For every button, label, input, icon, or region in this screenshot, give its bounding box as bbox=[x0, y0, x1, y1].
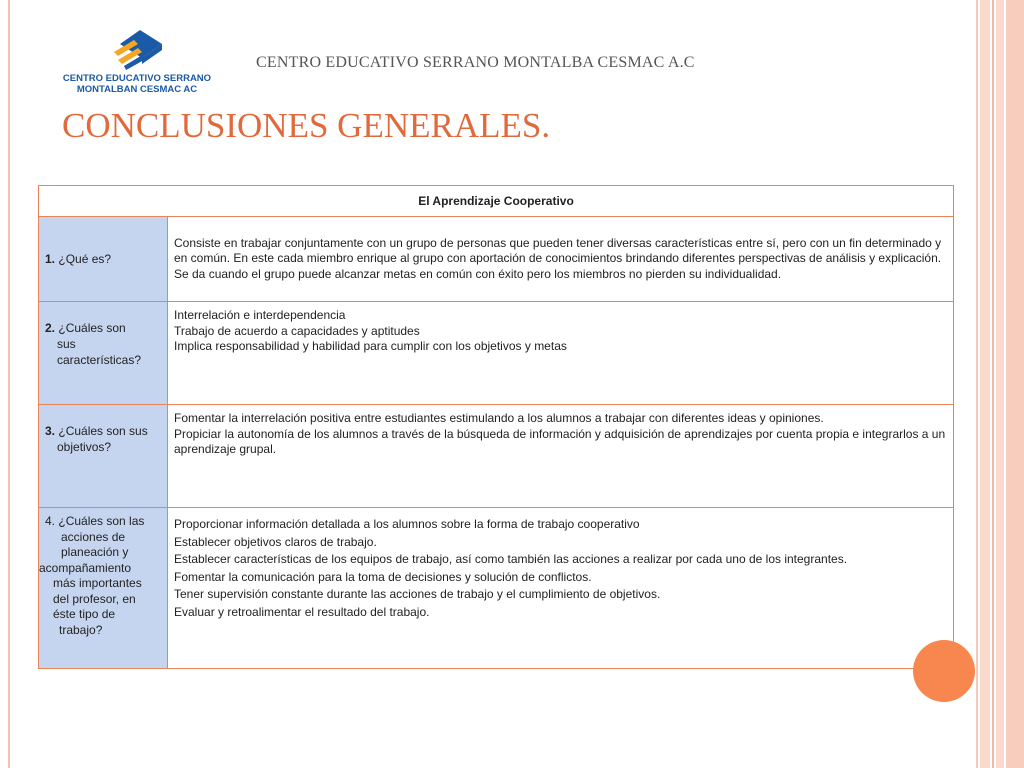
logo-text-line2: MONTALBAN CESMAC AC bbox=[76, 84, 198, 95]
stripe bbox=[1006, 0, 1024, 768]
question-text: del profesor, en bbox=[53, 591, 136, 606]
stripe bbox=[992, 0, 994, 768]
question-text: ¿Cuáles son sus bbox=[58, 424, 148, 438]
question-cell bbox=[39, 405, 168, 508]
question-number: 4. bbox=[45, 514, 56, 528]
answer-cell bbox=[168, 302, 954, 405]
question-number: 2. bbox=[45, 321, 56, 335]
answer-line: Se da cuando el grupo puede alcanzar metas en común con éxito pero los miembros no pierden su individualidad. bbox=[174, 266, 782, 281]
question-text: ¿Cuáles son las bbox=[58, 514, 145, 528]
question-text: éste tipo de bbox=[53, 607, 116, 621]
answer-line: Propiciar la autonomía de los alumnos a través de la búsqueda de información y adquisición de aprendizajes por cuenta propia e integrarlos a un aprendizaje grupal. bbox=[174, 426, 946, 456]
school-logo bbox=[62, 22, 212, 98]
question-text: ¿Qué es? bbox=[58, 252, 112, 266]
table-row bbox=[39, 302, 954, 405]
decorative-orange-circle bbox=[913, 640, 975, 702]
right-decorative-stripes bbox=[976, 0, 1024, 768]
stripe bbox=[980, 0, 990, 768]
table-row bbox=[39, 217, 954, 302]
slide-title: CONCLUSIONES GENERALES. bbox=[62, 106, 551, 145]
stripe bbox=[996, 0, 1004, 768]
question-cell bbox=[39, 508, 168, 669]
book-logo-icon bbox=[110, 22, 164, 72]
question-cell bbox=[39, 302, 168, 405]
stripe bbox=[976, 0, 978, 768]
question-number: 3. bbox=[45, 424, 56, 438]
table-heading: El Aprendizaje Cooperativo bbox=[39, 186, 954, 217]
left-border-line bbox=[8, 0, 10, 768]
answer-cell bbox=[168, 405, 954, 508]
answer-cell bbox=[168, 508, 954, 669]
table-row bbox=[39, 405, 954, 508]
cooperative-learning-table bbox=[38, 185, 954, 669]
answer-line: Implica responsabilidad y habilidad para cumplir con los objetivos y metas bbox=[174, 339, 567, 353]
answer-line: Tener supervisión constante durante las acciones de trabajo y el cumplimiento de objetivos. bbox=[174, 587, 661, 601]
answer-line: Proporcionar información detallada a los alumnos sobre la forma de trabajo cooperativo bbox=[174, 517, 640, 531]
question-text: ¿Cuáles son bbox=[58, 321, 126, 335]
question-text: objetivos? bbox=[57, 440, 112, 454]
question-text: acciones de bbox=[61, 529, 126, 544]
school-title: CENTRO EDUCATIVO SERRANO MONTALBA CESMAC A.C bbox=[256, 54, 695, 71]
table-row bbox=[39, 508, 954, 669]
answer-line: Fomentar la comunicación para la toma de decisiones y solución de conflictos. bbox=[174, 569, 592, 584]
answer-line: Establecer objetivos claros de trabajo. bbox=[174, 534, 377, 549]
logo-text-line1: CENTRO EDUCATIVO SERRANO bbox=[62, 73, 212, 84]
question-text: características? bbox=[57, 353, 142, 367]
answer-cell bbox=[168, 217, 954, 302]
answer-line: Consiste en trabajar conjuntamente con un grupo de personas que pueden tener diversas características entre sí, pero con un fin determinado y en común. En este cada miembro enrique al grupo con aportación de conocimientos brindando diferentes perspectivas de análisis y explicación. bbox=[174, 235, 942, 266]
question-text: sus bbox=[57, 337, 76, 351]
answer-line: Trabajo de acuerdo a capacidades y aptitudes bbox=[174, 323, 420, 338]
question-text: más importantes bbox=[53, 576, 142, 590]
answer-line: Evaluar y retroalimentar el resultado del trabajo. bbox=[174, 604, 430, 619]
question-number: 1. bbox=[45, 252, 56, 266]
answer-line: Interrelación e interdependencia bbox=[174, 308, 346, 322]
question-text: trabajo? bbox=[59, 622, 103, 637]
question-cell bbox=[39, 217, 168, 302]
question-text: planeación y bbox=[61, 545, 129, 559]
answer-line: Establecer características de los equipos de trabajo, así como también las acciones a realizar por cada uno de los integrantes. bbox=[174, 552, 848, 566]
question-text: acompañamiento bbox=[39, 560, 132, 575]
answer-line: Fomentar la interrelación positiva entre estudiantes estimulando a los alumnos a trabajar con diferentes ideas y opiniones. bbox=[174, 411, 824, 425]
